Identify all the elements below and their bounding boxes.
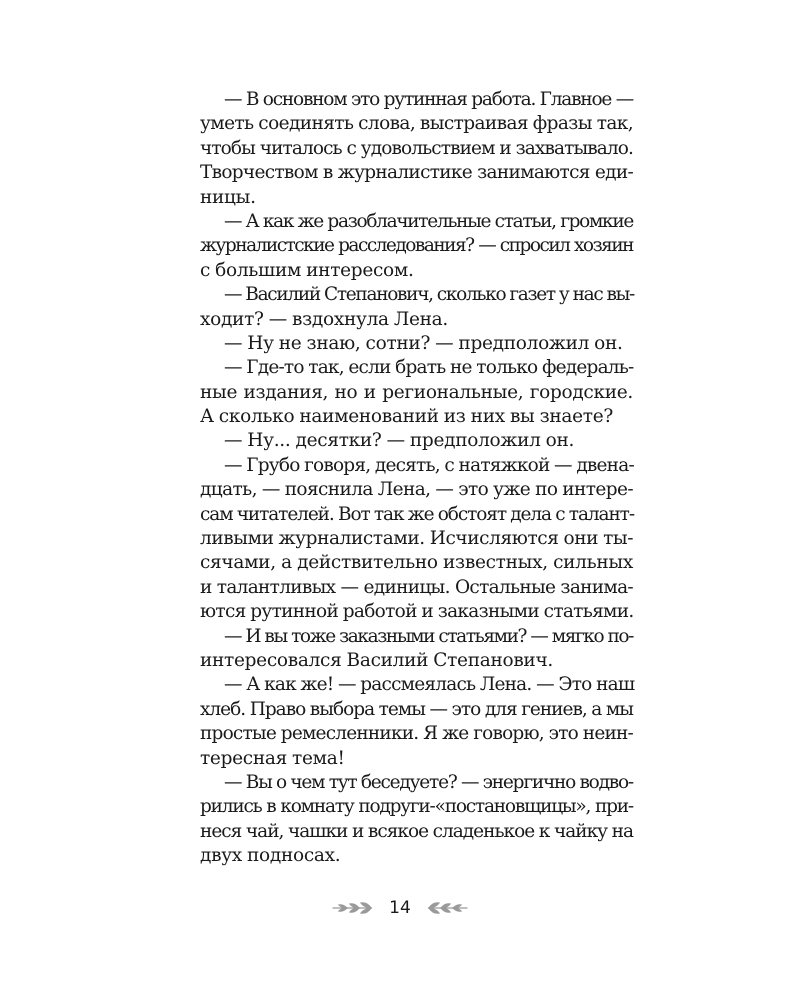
text-line: и талантливых — единицы. Остальные занима-: [200, 576, 633, 598]
text-line: интересовался Василий Степанович.: [200, 649, 553, 671]
text-line: ные издания, но и региональные, городские.: [200, 381, 633, 403]
text-line: рились в комнату подруги-«постановщицы», при-: [200, 796, 633, 818]
text-line: — А как же разоблачительные статьи, громкие: [224, 210, 633, 232]
page-footer: [0, 896, 800, 920]
text-line: сам читателей. Вот так же обстоят дела с талант-: [200, 503, 634, 525]
text-line: чтобы читалось с удовольствием и захватывало.: [200, 137, 633, 159]
text-line: — И вы тоже заказными статьями? — мягко по-: [224, 625, 633, 647]
laurel-left-icon: [331, 900, 375, 916]
text-line: простые ремесленники. Я же говорю, это неин-: [200, 723, 633, 745]
text-line: — Ну не знаю, сотни? — предположил он.: [224, 332, 623, 354]
text-line: неся чай, чашки и всякое сладенькое к чайку на: [200, 820, 633, 842]
text-line: с большим интересом.: [200, 259, 414, 281]
text-line: ливыми журналистами. Исчисляются они ты-: [200, 528, 634, 550]
text-line: — А как же! — рассмеялась Лена. — Это наш: [224, 674, 635, 696]
text-line: ходит? — вздохнула Лена.: [200, 308, 448, 330]
text-line: ницы.: [200, 186, 256, 208]
text-line: — Ну... десятки? — предположил он.: [224, 430, 575, 452]
text-line: — В основном это рутинная работа. Главное —: [224, 89, 633, 110]
text-line: Творчеством в журналистике занимаются еди-: [200, 162, 633, 184]
text-line: двух подносах.: [200, 845, 341, 867]
text-line: ются рутинной работой и заказными статьями.: [200, 601, 634, 623]
text-line: — Где-то так, если брать не только федераль-: [224, 357, 634, 379]
text-line: сячами, а действительно известных, сильных: [200, 552, 633, 574]
text-line: тересная тема!: [200, 747, 345, 769]
text-line: — Вы о чем тут беседуете? — энергично водво-: [224, 771, 633, 793]
page-number: 14: [389, 898, 411, 918]
text-line: уметь соединять слова, выстраивая фразы так,: [200, 113, 634, 135]
text-line: — Василий Степанович, сколько газет у нас вы-: [224, 284, 634, 306]
laurel-right-icon: [425, 900, 469, 916]
text-line: — Грубо говоря, десять, с натяжкой — двена-: [224, 454, 634, 476]
text-line: А сколько наименований из них вы знаете?: [200, 406, 613, 428]
text-line: журналистские расследования? — спросил хозяин: [200, 235, 633, 257]
text-line: хлеб. Право выбора темы — это для гениев, а мы: [200, 698, 633, 720]
body-text: [200, 88, 633, 869]
text-line: дцать, — пояснила Лена, — это уже по интере-: [200, 479, 633, 501]
